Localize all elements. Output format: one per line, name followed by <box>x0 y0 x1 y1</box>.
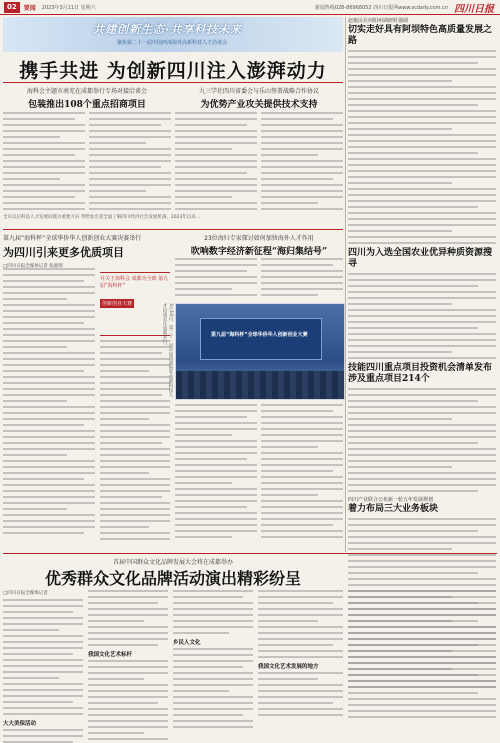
left-story-title: 包装推出108个重点招商项目 <box>28 100 146 110</box>
right-story-3 <box>348 363 496 492</box>
right-story-4-title: 着力布局三大业务板块 <box>348 504 439 514</box>
talent-story-title: 吹响数字经济新征程“海归集结号” <box>190 247 328 257</box>
right-story-2-title: 四川为入选全国农业优异种质资源搜寻 <box>348 248 493 269</box>
right-story-2 <box>348 248 496 359</box>
red-quote-text: 并关于海科会 成都为全球 第九届“海科杯” <box>100 276 169 289</box>
issue-date: 2023年3月11日 星期六 <box>41 4 96 11</box>
middle-story <box>175 86 343 110</box>
vertical-photo-caption: 3月10日，第二十一届中国西部海外高新科技人才洽谈会在成都举行。 <box>162 303 173 398</box>
second-left-story <box>3 233 171 272</box>
middle-story-kicker: 九三学社四川省委会与乐山签署战略合作协议 <box>198 88 319 95</box>
bottom-col-3 <box>173 590 253 718</box>
left-story-col-2 <box>89 112 171 212</box>
talent-story-col-3 <box>175 404 257 549</box>
right-story-4-kicker: 四川产业联合公布新一轮五年发展规划 <box>348 497 434 503</box>
talent-story-col-2 <box>261 258 343 300</box>
bottom-kicker: 首届中国群众文化品牌发展大会将在成都举办 <box>112 559 233 566</box>
middle-story-col-1 <box>175 112 257 212</box>
page-number: 02 <box>4 2 20 13</box>
bottom-subhead-2: 我国文化艺术标杆 <box>88 652 133 658</box>
talent-story-kicker: 23位海归专家探讨如何加快海外人才作用 <box>204 235 314 242</box>
left-story-kicker: 海科会主题市南充在成都举行专场对接洽谈会 <box>26 88 147 95</box>
news-hotline: 新闻热线028-86968052 四川日报网www.scdaily.com.cn <box>314 4 448 11</box>
bottom-col-5 <box>348 590 496 718</box>
section-name: 要闻 <box>23 4 36 12</box>
second-left-col-2 <box>100 340 170 553</box>
column-divider <box>345 17 346 552</box>
stage-screen-text: 第九届“海科杯”全球华侨华人创新创业大赛 <box>211 332 308 338</box>
bottom-rule <box>3 553 497 554</box>
event-photo <box>175 303 345 400</box>
right-story-3-title: 技能四川重点项目投资机会清单发布涉及重点项目214个 <box>348 363 493 384</box>
newspaper-logo: 四川日报 <box>454 3 494 15</box>
talent-story-col-1 <box>175 258 257 300</box>
middle-story-title: 为优势产业攻关提供技术支持 <box>200 100 318 110</box>
bottom-col-1 <box>3 590 83 727</box>
right-story-1-kicker: 赵俊民在何阳州调研时强调 <box>348 18 409 24</box>
middle-story-col-2 <box>261 112 343 212</box>
stage-screen <box>200 318 322 360</box>
second-left-kicker: 第九届“海科杯”全球华侨华人创新创业大赛决赛举行 <box>3 235 142 242</box>
masthead <box>0 0 500 15</box>
talent-story-col-4 <box>261 404 343 549</box>
right-story-1 <box>348 17 496 244</box>
bottom-headline: 优秀群众文化品牌活动演出精彩纷呈 <box>44 569 301 588</box>
second-left-byline: □四川日报全媒体记者 张庭瑞 <box>3 264 63 269</box>
headline-rule <box>3 82 343 83</box>
bottom-col-2 <box>88 590 168 718</box>
left-story-col-1 <box>3 112 85 212</box>
bottom-subhead-3: 乡民人文化 <box>173 640 201 646</box>
bottom-subhead-1: 大大美保活动 <box>3 721 37 727</box>
bottom-byline: □四川日报全媒体记者 <box>3 591 48 596</box>
section-rule <box>3 229 343 230</box>
right-story-1-title: 切实走好具有阿坝特色高质量发展之路 <box>348 25 493 46</box>
event-banner <box>3 17 343 52</box>
red-pull-quote <box>100 272 170 336</box>
banner-title: 共建创新生态·共享科技未来 <box>93 23 243 36</box>
second-left-title: 为四川引来更多优质项目 <box>3 246 124 259</box>
audience <box>176 371 344 399</box>
talent-story <box>175 233 343 257</box>
left-story <box>3 86 171 110</box>
second-left-col-1 <box>3 268 95 553</box>
banner-subtitle: 聚焦第二十一届中国西部海外高新科技人才洽谈会 <box>117 40 228 46</box>
bottom-col-4 <box>258 590 343 718</box>
main-headline: 携手共进 为创新四川注入澎湃动力 <box>19 60 327 82</box>
red-quote-tag: 创新创业大赛 <box>102 301 133 307</box>
bottom-subhead-4: 我国文化艺术发展的地方 <box>258 664 319 670</box>
pull-quote: 全市以后科技人才发展问题为重要方向 带给参会者全面了解四川经济社会发展机遇、2023年以来… <box>3 215 201 220</box>
